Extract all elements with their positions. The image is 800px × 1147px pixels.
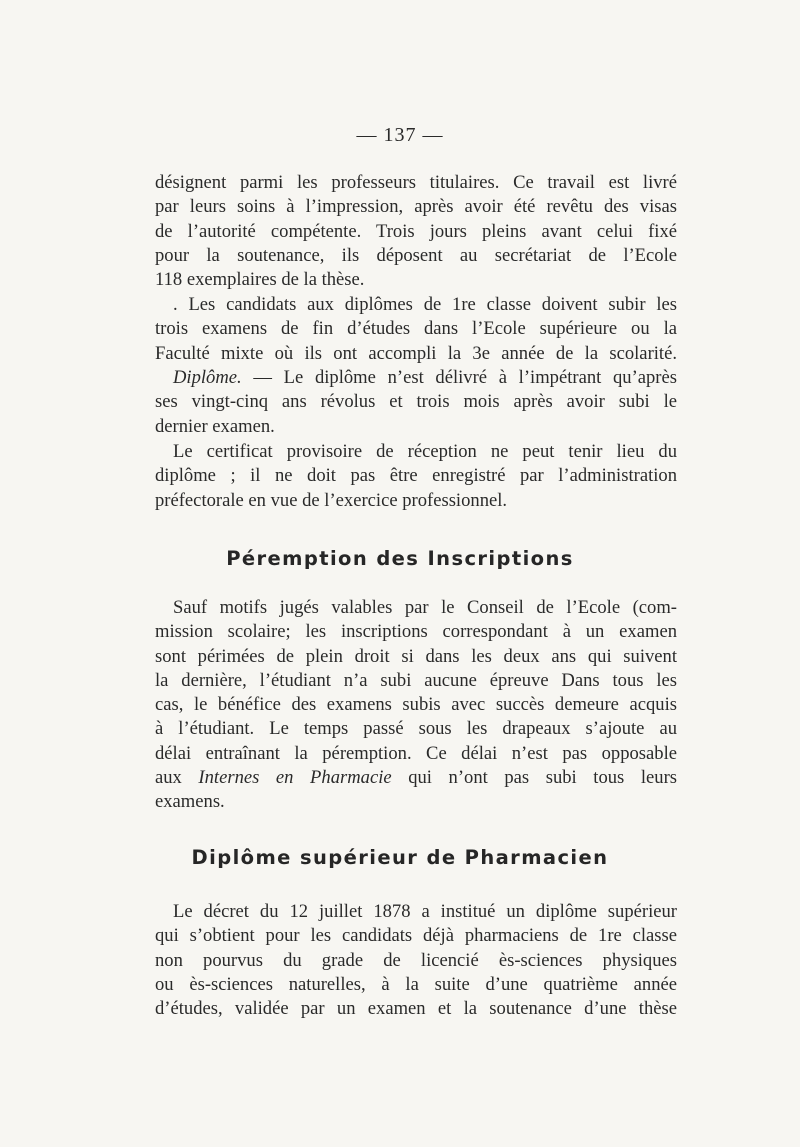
text-line: délai entraînant la péremption. Ce délai n’est pas opposable: [155, 742, 677, 764]
text-line: [155, 766, 677, 790]
paragraph-diploma: [155, 366, 677, 439]
text-line: examens.: [155, 791, 225, 813]
text-line: de l’autorité compétente. Trois jours pleins avant celui fixé: [155, 220, 677, 242]
text-line: diplôme ; il ne doit pas être enregistré par l’administration: [155, 465, 677, 487]
section-heading-diplome-superieur: Diplôme supérieur de Pharmacien: [191, 846, 609, 869]
page-number: — 137 —: [356, 124, 444, 146]
text-line: pour la soutenance, ils déposent au secrétariat de l’Ecole: [155, 244, 677, 266]
text-line: non pourvus du grade de licencié ès-sciences physiques: [155, 949, 677, 971]
text-line: qui s’obtient pour les candidats déjà pharmaciens de 1re classe: [155, 925, 677, 947]
text-line: 118 exemplaires de la thèse.: [155, 269, 365, 291]
text-line: trois examens de fin d’études dans l’Ecole supérieure ou la: [155, 318, 677, 340]
diploma-lead: Diplôme.: [173, 367, 242, 388]
text-line: dernier examen.: [155, 415, 275, 437]
text-fragment: qui n’ont pas subi tous leurs: [391, 767, 678, 789]
paragraph-first-class-candidates: [155, 293, 677, 366]
text-line: la dernière, l’étudiant n’a subi aucune épreuve Dans tous les: [155, 669, 677, 691]
diploma-text: — Le diplôme n’est délivré à l’impétrant qu’après: [241, 367, 677, 388]
paragraph-provisional-certificate: [155, 440, 677, 513]
internes-en-pharmacie: Internes en Pharmacie: [198, 767, 392, 789]
text-line: d’études, validée par un examen et la soutenance d’une thèse: [155, 998, 677, 1020]
text-line: mission scolaire; les inscriptions correspondant à un examen: [155, 621, 677, 643]
text-line: préfectorale en vue de l’exercice professionnel.: [155, 489, 508, 511]
text-line: cas, le bénéfice des examens subis avec succès demeure acquis: [155, 694, 677, 716]
text-line: . Les candidats aux diplômes de 1re classe doivent subir les: [173, 294, 677, 315]
paragraph-diplome-superieur: [155, 900, 677, 1021]
paragraph-thesis-submission: [155, 171, 677, 292]
text-line: Le décret du 12 juillet 1878 a institué un diplôme supérieur: [173, 901, 677, 922]
paragraph-peremption: [155, 596, 677, 815]
text-line: désignent parmi les professeurs titulaires. Ce travail est livré: [155, 172, 677, 193]
text-line: ou ès-sciences naturelles, à la suite d’une quatrième année: [155, 973, 677, 995]
text-fragment: aux: [155, 767, 199, 789]
text-line: par leurs soins à l’impression, après avoir été revêtu des visas: [155, 196, 677, 218]
text-line: à l’étudiant. Le temps passé sous les drapeaux s’ajoute au: [155, 718, 677, 740]
text-line: ses vingt-cinq ans révolus et trois mois après avoir subi le: [155, 391, 677, 413]
text-line: Le certificat provisoire de réception ne peut tenir lieu du: [173, 441, 677, 462]
text-line: [155, 366, 677, 390]
text-line: Faculté mixte où ils ont accompli la 3e année de la scolarité.: [155, 342, 677, 364]
text-line: sont périmées de plein droit si dans les deux ans qui suivent: [155, 645, 677, 667]
section-heading-peremption: Péremption des Inscriptions: [226, 547, 574, 570]
text-line: Sauf motifs jugés valables par le Conseil de l’Ecole (com-: [173, 597, 677, 618]
